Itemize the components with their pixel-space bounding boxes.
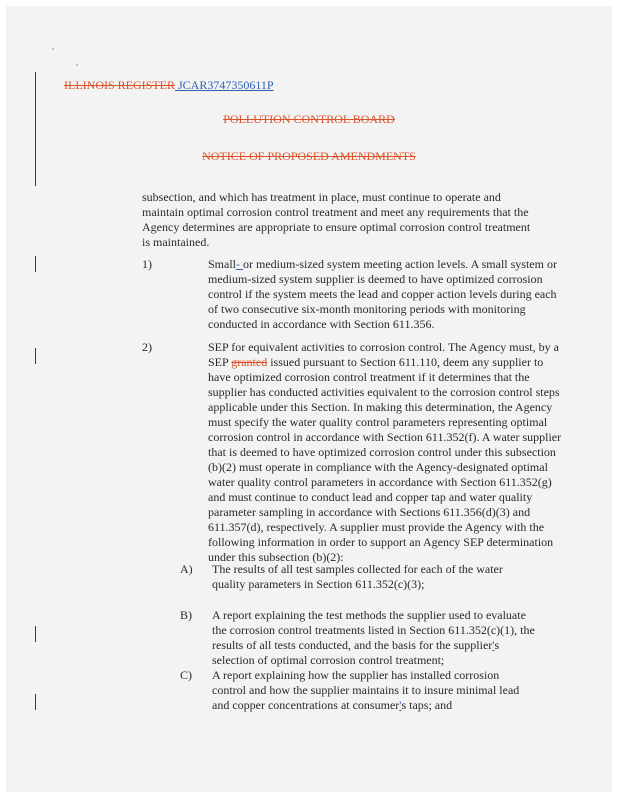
register-header xyxy=(64,78,274,93)
item-1-paragraph: Small- or medium-sized system meeting action levels. A small system or medium-sized system supplier is deemed to have optimized corrosion control if the system meets the lead and copper action levels during each of two consecutive six-month monitoring periods with monitoring conducted in accordance with Section 611.356. xyxy=(208,257,557,331)
scan-speck xyxy=(76,64,78,66)
document-page xyxy=(6,6,612,792)
change-bar xyxy=(35,348,36,364)
subitem-b-paragraph: A report explaining the test methods the supplier used to evaluate the corrosion control treatments listed in Section 611.352(c)(1), the results of all tests conducted, and the basis for the supplier's selection of optimal corrosion control treatment; xyxy=(212,608,535,667)
intro-paragraph: subsection, and which has treatment in place, must continue to operate and maintain optimal corrosion control treatment and meet any requirements that the Agency determines are appropriate to ensure optimal corrosion control treatment is maintained. xyxy=(142,190,531,249)
change-bar xyxy=(35,626,36,642)
subitem-label: C) xyxy=(180,668,192,682)
item-number: 1) xyxy=(142,257,152,271)
change-bar xyxy=(35,694,36,710)
subitem-c-paragraph: A report explaining how the supplier has installed corrosion control and how the supplier maintains it to insure minimal lead and copper concentrations at consumer's taps; and xyxy=(212,668,520,712)
subitem-a-paragraph: The results of all test samples collected for each of the water quality parameters in Section 611.352(c)(3); xyxy=(212,562,503,591)
change-bar xyxy=(35,72,36,186)
change-bar xyxy=(35,256,36,272)
subitem-label: B) xyxy=(180,608,192,622)
notice-title: NOTICE OF PROPOSED AMENDMENTS xyxy=(202,149,416,163)
jcar-code: JCAR3747350611P xyxy=(178,78,274,92)
scan-speck xyxy=(52,48,54,50)
item-2-paragraph: SEP for equivalent activities to corrosion control. The Agency must, by a SEP granted issued pursuant to Section 611.110, deem any supplier to have optimized corrosion control treatment if it determines that the supplier has conducted activities equivalent to the corrosion control steps applicable under this Section. In making this determination, the Agency must specify the water quality control parameters representing optimal corrosion control in accordance with Section 611.352(f). A water supplier that is deemed to have optimized corrosion control under this subsection (b)(2) must operate in compliance with the Agency-designated optimal water quality control parameters in accordance with Section 611.352(g) and must continue to conduct lead and copper tap and water quality parameter sampling in accordance with Sections 611.356(d)(3) and 611.357(d), respectively. A supplier must provide the Agency with the following information in order to support an Agency SEP determination under this subsection (b)(2): xyxy=(208,340,562,564)
struck-register-title: ILLINOIS REGISTER xyxy=(64,78,175,92)
board-title: POLLUTION CONTROL BOARD xyxy=(223,112,395,126)
item-number: 2) xyxy=(142,340,152,354)
subitem-label: A) xyxy=(180,562,193,576)
